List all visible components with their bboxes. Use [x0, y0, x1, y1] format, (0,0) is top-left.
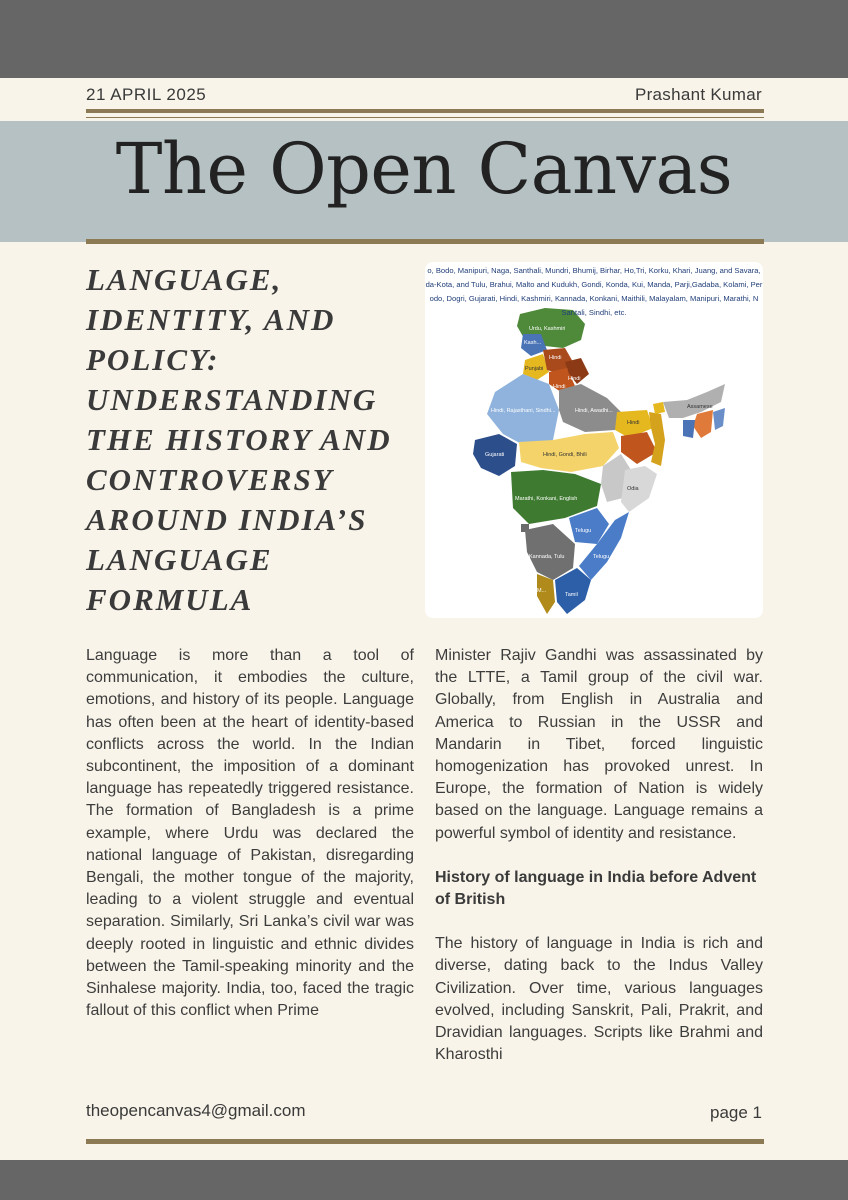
label-tamil: Tamil — [565, 592, 578, 598]
map-caption-line: o, Bodo, Manipuri, Naga, Santhali, Mundri, Bhumij, Birhar, Ho,Tri, Korku, Khari, Juang, and Savara, — [427, 266, 761, 275]
header-rule-thin — [86, 117, 764, 118]
map-region-northeast-2 — [713, 408, 725, 430]
label-assam: Assamese — [687, 404, 713, 410]
label-karnataka: Kannada, Tulu — [529, 554, 565, 560]
issue-date: 21 APRIL 2025 — [86, 85, 207, 104]
label-bihar: Hindi — [627, 420, 640, 426]
map-region-kerala — [537, 574, 555, 614]
map-region-karnataka — [525, 524, 575, 580]
article-column-right — [435, 645, 763, 1066]
map-region-sikkim — [653, 402, 665, 414]
masthead-title: The Open Canvas — [115, 128, 733, 210]
label-kerala: M... — [537, 588, 547, 594]
map-caption-line: da-Kota, and Tulu, Brahui, Malto and Kudukh, Gondi, Konda, Kui, Manda, Parji,Gadaba, Kolami, Per — [425, 280, 763, 289]
label-up: Hindi, Awadhi... — [575, 408, 613, 414]
map-region-northeast-1 — [693, 410, 713, 438]
map-region-jharkhand — [621, 432, 657, 464]
label-hindi-3: Hindi — [553, 384, 566, 390]
label-telugu-1: Telugu — [575, 528, 592, 534]
bottom-band — [0, 1160, 848, 1200]
label-kash: Kash... — [524, 340, 542, 346]
contact-email: theopencanvas4@gmail.com — [86, 1101, 306, 1120]
article-headline: LANGUAGE, IDENTITY, AND POLICY: UNDERSTANDING THE HISTORY AND CONTROVERSY AROUND INDIA’S LANGUAGE FORMULA — [86, 262, 392, 617]
map-region-bengal — [649, 412, 665, 466]
header-rule-top — [86, 109, 764, 113]
body-paragraph: Minister Rajiv Gandhi was assassinated by the LTTE, a Tamil group of the civil war. Globally, from English in Australia and America to Russian in the USSR and Mandarin in Tibet, forced linguistic homogenization has provoked unrest. In Europe, the formation of Nation is widely based on the language. Language remains a powerful symbol of identity and resistance. — [435, 647, 763, 842]
body-paragraph: The history of language in India is rich and diverse, dating back to the Indus Valley Civilization. Over time, various languages evolved, including Sanskrit, Pali, Prakrit, and Dravidian languages. Scripts like Brahmi and Kharosthi — [435, 935, 763, 1064]
label-punjab: Punjabi — [525, 366, 544, 372]
map-caption — [425, 264, 763, 320]
label-rajasthan: Hindi, Rajasthani, Sindhi... — [491, 408, 556, 414]
label-hindi-2: Hindi — [568, 376, 581, 382]
label-odisha: Odia — [627, 486, 639, 492]
section-heading: History of language in India before Advent of British — [435, 868, 757, 909]
author-name: Prashant Kumar — [634, 85, 762, 104]
masthead-rule-bottom — [86, 239, 764, 244]
top-band — [0, 0, 848, 78]
label-gujarat: Gujarati — [485, 452, 505, 458]
label-telugu-2: Telugu — [593, 554, 610, 560]
label-maharashtra: Marathi, Konkani, English — [515, 496, 578, 502]
article-column-left — [86, 645, 414, 1022]
map-region-northeast-3 — [683, 420, 695, 438]
label-kashmir: Urdu, Kashmiri — [529, 326, 566, 332]
map-caption-line: Santali, Sindhi, etc. — [561, 308, 627, 317]
footer-rule — [86, 1139, 764, 1144]
label-mp: Hindi, Gondi, Bhili — [543, 452, 587, 458]
page-number: page 1 — [710, 1103, 762, 1122]
label-hindi-1: Hindi — [549, 355, 562, 361]
map-caption-line: odo, Dogri, Gujarati, Hindi, Kashmiri, Kannada, Konkani, Maithili, Malayalam, Manipuri, Marathi, N — [429, 294, 759, 303]
body-paragraph: Language is more than a tool of communication, it embodies the culture, emotions, and history of its people. Language has often been at the heart of identity-based conflicts across the world. In the Indian subcontinent, the imposition of a dominant language has repeatedly triggered resistance. The formation of Bangladesh is a prime example, where Urdu was declared the national language of Pakistan, disregarding Bengali, the mother tongue of the majority, leading to a violent struggle and eventual separation. Similarly, Sri Lanka’s civil war was deeply rooted in linguistic and ethnic divides between the Tamil-speaking minority and the Sinhalese majority. India, too, faced the tragic fallout of this conflict when Prime — [86, 647, 414, 1020]
india-language-map — [425, 262, 763, 618]
